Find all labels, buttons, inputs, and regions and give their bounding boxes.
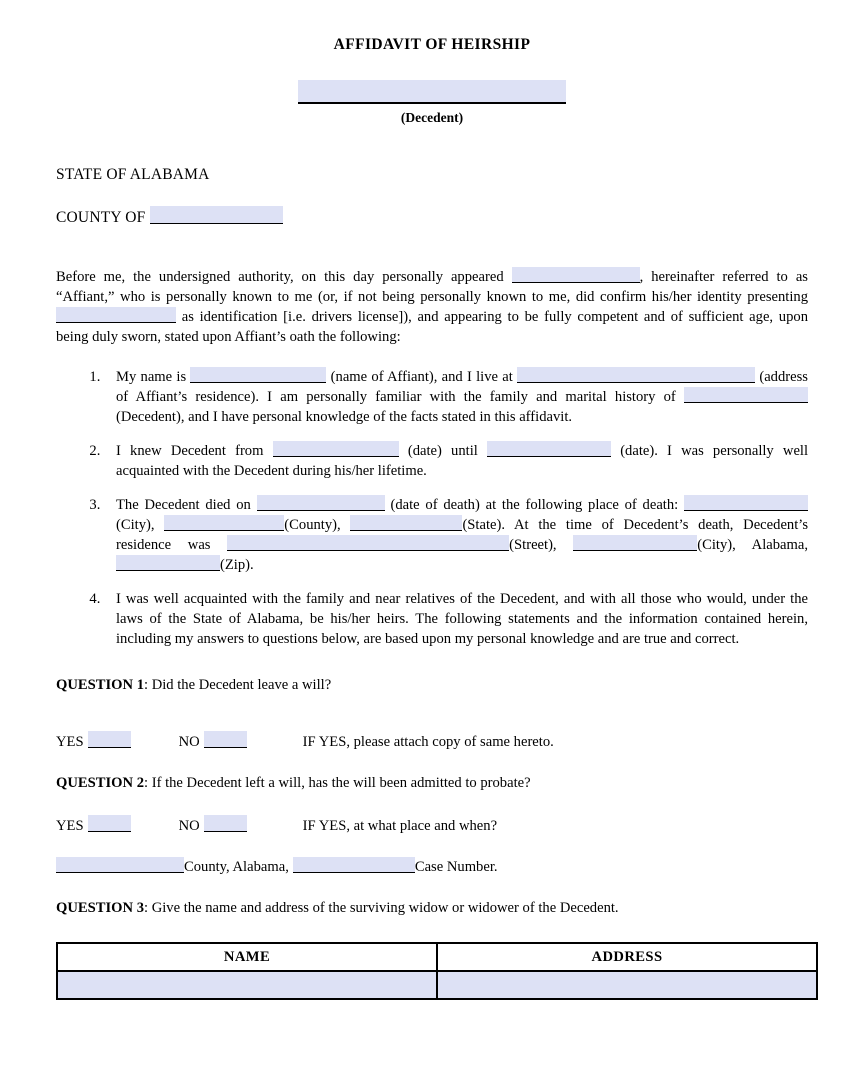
item1-segment-4: (Decedent), and I have personal knowledge of the facts stated in this affidavit. xyxy=(116,409,573,426)
question-2-answer-row xyxy=(56,815,808,835)
question-3-text: : Give the name and address of the surviving widow or widower of the Decedent. xyxy=(144,900,619,917)
item3-segment-2: (date of death) at the following place of death: xyxy=(390,497,679,514)
list-item xyxy=(104,495,808,575)
item3-segment-7: (City), Alabama, xyxy=(697,537,808,554)
residence-street-input[interactable] xyxy=(227,535,509,551)
list-item xyxy=(104,367,808,427)
affiant-name-input[interactable] xyxy=(190,367,326,383)
question-2-yes-checkbox[interactable] xyxy=(88,815,131,832)
question-1-answer-row xyxy=(56,731,808,751)
question-1-yes-label: YES xyxy=(56,734,84,751)
affiant-address-input[interactable] xyxy=(517,367,755,383)
item3-segment-6: (Street), xyxy=(509,537,557,554)
identification-input[interactable] xyxy=(56,307,176,323)
case-number-label: Case Number. xyxy=(414,859,498,876)
decedent-header-block xyxy=(56,80,808,126)
probate-county-input[interactable] xyxy=(56,857,184,873)
item2-segment-3: (date). I was personally well acquainted with the Decedent during his/her lifetime. xyxy=(116,443,809,480)
state-line: STATE OF ALABAMA xyxy=(56,166,210,183)
item1-segment-1: My name is xyxy=(116,369,187,386)
preamble-paragraph xyxy=(56,267,808,347)
page-title: AFFIDAVIT OF HEIRSHIP xyxy=(333,36,531,53)
county-label: COUNTY OF xyxy=(56,209,146,226)
question-3-label: QUESTION 3 xyxy=(56,900,144,917)
item4-text: I was well acquainted with the family and near relatives of the Decedent, and with all those who would, under the laws of the State of Alabama, be his/her heirs. The following statements and the information contained herein, including my answers to questions below, are based upon my personal knowledge and are true and correct. xyxy=(116,591,808,648)
knew-decedent-until-date-input[interactable] xyxy=(487,441,611,457)
decedent-name-input-item1[interactable] xyxy=(684,387,808,403)
death-state-input[interactable] xyxy=(350,515,462,531)
column-header-name: NAME xyxy=(57,943,437,971)
question-2-note: IF YES, at what place and when? xyxy=(302,818,498,835)
preamble-segment-2: , hereinafter referred to as “Affiant,” who is personally known to me (or, if not being personally known to me, did confirm his/her identity presenting xyxy=(56,269,808,305)
decedent-name-field[interactable] xyxy=(298,80,566,104)
item3-segment-3: (City), xyxy=(116,517,155,534)
probate-county-label: County, Alabama, xyxy=(184,859,289,876)
heir-name-input[interactable] xyxy=(57,971,437,999)
heirs-table xyxy=(56,942,818,1000)
heir-address-input[interactable] xyxy=(437,971,817,999)
question-2-no-checkbox[interactable] xyxy=(204,815,247,832)
question-3 xyxy=(56,898,808,918)
residence-zip-input[interactable] xyxy=(116,555,220,571)
list-item xyxy=(104,589,808,649)
question-1-text: : Did the Decedent leave a will? xyxy=(144,677,332,694)
case-number-input[interactable] xyxy=(293,857,415,873)
item3-segment-1: The Decedent died on xyxy=(116,497,251,514)
question-1-no-checkbox[interactable] xyxy=(204,731,247,748)
affiant-appeared-input[interactable] xyxy=(512,267,640,283)
county-line xyxy=(56,206,808,227)
item3-segment-5: (State). At the time of Decedent’s death, Decedent’s residence was xyxy=(116,517,809,554)
preamble-segment-3: as identification [i.e. drivers license]), and appearing to be fully competent and of sufficient age, upon being duly sworn, stated upon Affiant’s oath the following: xyxy=(56,309,808,345)
column-header-address: ADDRESS xyxy=(437,943,817,971)
question-2-case-row xyxy=(56,857,808,876)
question-2-yes-label: YES xyxy=(56,818,84,835)
table-row xyxy=(57,971,817,999)
item2-segment-2: (date) until xyxy=(407,443,478,460)
residence-city-input[interactable] xyxy=(573,535,697,551)
item1-segment-2: (name of Affiant), and I live at xyxy=(330,369,513,386)
question-2 xyxy=(56,773,808,793)
table-header-row xyxy=(57,943,817,971)
question-1 xyxy=(56,675,808,695)
question-2-label: QUESTION 2 xyxy=(56,775,144,792)
knew-decedent-from-date-input[interactable] xyxy=(273,441,399,457)
question-1-yes-checkbox[interactable] xyxy=(88,731,131,748)
county-input[interactable] xyxy=(150,206,283,224)
decedent-caption: (Decedent) xyxy=(400,110,464,125)
death-county-input[interactable] xyxy=(164,515,284,531)
question-1-label: QUESTION 1 xyxy=(56,677,144,694)
preamble-segment-1: Before me, the undersigned authority, on this day personally appeared xyxy=(56,269,504,285)
question-2-text: : If the Decedent left a will, has the will been admitted to probate? xyxy=(144,775,531,792)
question-2-no-label: NO xyxy=(178,818,200,835)
item2-segment-1: I knew Decedent from xyxy=(116,443,264,460)
date-of-death-input[interactable] xyxy=(257,495,385,511)
item1-segment-3: (address of Affiant’s residence). I am personally familiar with the family and marital history of xyxy=(116,369,808,406)
affidavit-statements-list xyxy=(56,367,808,649)
question-1-no-label: NO xyxy=(178,734,200,751)
item3-segment-4: (County), xyxy=(284,517,341,534)
death-city-input[interactable] xyxy=(684,495,808,511)
question-1-note: IF YES, please attach copy of same hereto. xyxy=(302,734,554,751)
list-item xyxy=(104,441,808,481)
item3-segment-8: (Zip). xyxy=(220,557,254,574)
